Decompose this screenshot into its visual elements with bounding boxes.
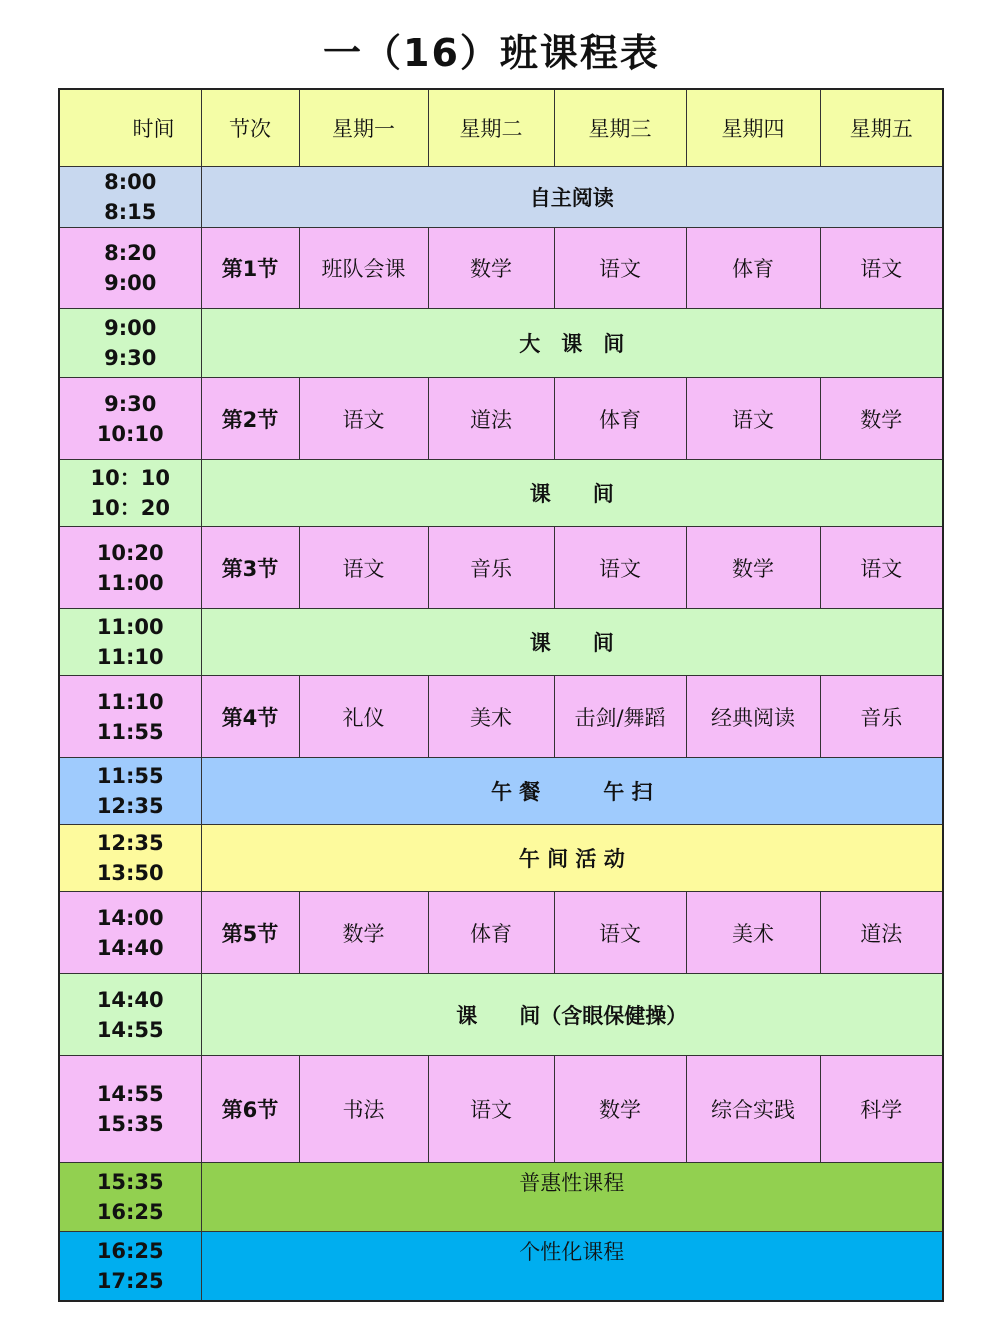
start-time: 9:30 <box>104 391 157 416</box>
activity-band: 课 间 <box>201 460 943 527</box>
time-cell <box>59 892 201 974</box>
header-monday: 星期一 <box>299 89 428 167</box>
time-cell <box>59 309 201 378</box>
time-cell <box>59 974 201 1056</box>
start-time: 12:35 <box>96 831 164 855</box>
end-time: 12:35 <box>96 794 164 818</box>
start-time: 14:00 <box>96 905 164 930</box>
start-time: 8:00 <box>104 170 157 194</box>
subject-cell: 语文 <box>299 527 428 609</box>
page-title: 一（16）班课程表 <box>323 31 660 75</box>
table-row <box>59 309 943 378</box>
subject-cell: 音乐 <box>428 527 554 609</box>
subject-cell: 经典阅读 <box>686 676 820 758</box>
end-time: 14:55 <box>96 1017 164 1042</box>
subject-cell: 击剑/舞蹈 <box>554 676 686 758</box>
end-time: 14:40 <box>96 935 164 960</box>
subject-cell: 体育 <box>554 378 686 460</box>
subject-cell: 美术 <box>686 892 820 974</box>
end-time: 10：20 <box>90 496 170 520</box>
time-cell <box>59 1232 201 1302</box>
table-row <box>59 460 943 527</box>
end-time: 9:30 <box>104 346 157 370</box>
table-row <box>59 609 943 676</box>
subject-cell: 班队会课 <box>299 228 428 309</box>
end-time: 13:50 <box>96 861 164 885</box>
header-wednesday: 星期三 <box>554 89 686 167</box>
table-row <box>59 378 943 460</box>
time-cell <box>59 167 201 228</box>
subject-cell: 综合实践 <box>686 1056 820 1163</box>
subject-cell: 语文 <box>554 228 686 309</box>
header-tuesday: 星期二 <box>428 89 554 167</box>
start-time: 14:55 <box>96 1082 164 1106</box>
start-time: 11:10 <box>96 689 164 714</box>
table-row <box>59 676 943 758</box>
end-time: 11:00 <box>96 570 164 595</box>
subject-cell: 语文 <box>299 378 428 460</box>
subject-cell: 语文 <box>428 1056 554 1163</box>
time-cell <box>59 228 201 309</box>
subject-cell: 道法 <box>820 892 943 974</box>
end-time: 11:10 <box>96 645 164 669</box>
schedule-table <box>58 88 944 1302</box>
activity-band: 大 课 间 <box>201 309 943 378</box>
table-row <box>59 974 943 1056</box>
end-time: 17:25 <box>96 1269 164 1293</box>
start-time: 11:55 <box>96 764 164 788</box>
table-row <box>59 1056 943 1163</box>
time-cell <box>59 609 201 676</box>
activity-band: 课 间（含眼保健操） <box>201 974 943 1056</box>
time-cell <box>59 1056 201 1163</box>
time-cell <box>59 1163 201 1232</box>
subject-cell: 语文 <box>554 892 686 974</box>
start-time: 9:00 <box>104 316 157 340</box>
start-time: 8:20 <box>104 241 157 265</box>
header-row <box>59 89 943 167</box>
activity-band: 午 餐 午 扫 <box>201 758 943 825</box>
table-row <box>59 1163 943 1232</box>
subject-cell: 体育 <box>428 892 554 974</box>
end-time: 10:10 <box>96 421 164 446</box>
subject-cell: 数学 <box>820 378 943 460</box>
time-cell <box>59 825 201 892</box>
subject-cell: 语文 <box>686 378 820 460</box>
subject-cell: 语文 <box>554 527 686 609</box>
section-label: 第1节 <box>201 228 299 309</box>
start-time: 14:40 <box>96 987 164 1012</box>
start-time: 10：10 <box>90 466 170 490</box>
end-time: 8:15 <box>104 200 157 224</box>
activity-band: 课 间 <box>201 609 943 676</box>
subject-cell: 数学 <box>299 892 428 974</box>
header-thursday: 星期四 <box>686 89 820 167</box>
table-row <box>59 1232 943 1302</box>
table-row <box>59 892 943 974</box>
subject-cell: 书法 <box>299 1056 428 1163</box>
subject-cell: 美术 <box>428 676 554 758</box>
table-row <box>59 758 943 825</box>
subject-cell: 道法 <box>428 378 554 460</box>
section-label: 第2节 <box>201 378 299 460</box>
header-friday: 星期五 <box>820 89 943 167</box>
activity-band: 午 间 活 动 <box>201 825 943 892</box>
subject-cell: 礼仪 <box>299 676 428 758</box>
subject-cell: 科学 <box>820 1056 943 1163</box>
start-time: 15:35 <box>96 1170 164 1194</box>
activity-band: 自主阅读 <box>201 167 943 228</box>
activity-band: 普惠性课程 <box>201 1163 943 1232</box>
section-label: 第3节 <box>201 527 299 609</box>
table-row <box>59 167 943 228</box>
start-time: 16:25 <box>96 1239 164 1263</box>
subject-cell: 音乐 <box>820 676 943 758</box>
section-label: 第6节 <box>201 1056 299 1163</box>
subject-cell: 语文 <box>820 228 943 309</box>
time-cell <box>59 676 201 758</box>
table-row <box>59 825 943 892</box>
table-row <box>59 527 943 609</box>
subject-cell: 数学 <box>554 1056 686 1163</box>
start-time: 11:00 <box>96 615 164 639</box>
subject-cell: 体育 <box>686 228 820 309</box>
table-row <box>59 228 943 309</box>
time-cell <box>59 460 201 527</box>
activity-band: 个性化课程 <box>201 1232 943 1302</box>
start-time: 10:20 <box>96 540 164 565</box>
subject-cell: 数学 <box>686 527 820 609</box>
subject-cell: 语文 <box>820 527 943 609</box>
end-time: 9:00 <box>104 271 157 295</box>
time-cell <box>59 378 201 460</box>
subject-cell: 数学 <box>428 228 554 309</box>
header-time: 时间 <box>59 89 201 167</box>
end-time: 11:55 <box>96 719 164 744</box>
section-label: 第4节 <box>201 676 299 758</box>
end-time: 15:35 <box>96 1112 164 1136</box>
time-cell <box>59 527 201 609</box>
header-section: 节次 <box>201 89 299 167</box>
time-cell <box>59 758 201 825</box>
section-label: 第5节 <box>201 892 299 974</box>
end-time: 16:25 <box>96 1200 164 1224</box>
